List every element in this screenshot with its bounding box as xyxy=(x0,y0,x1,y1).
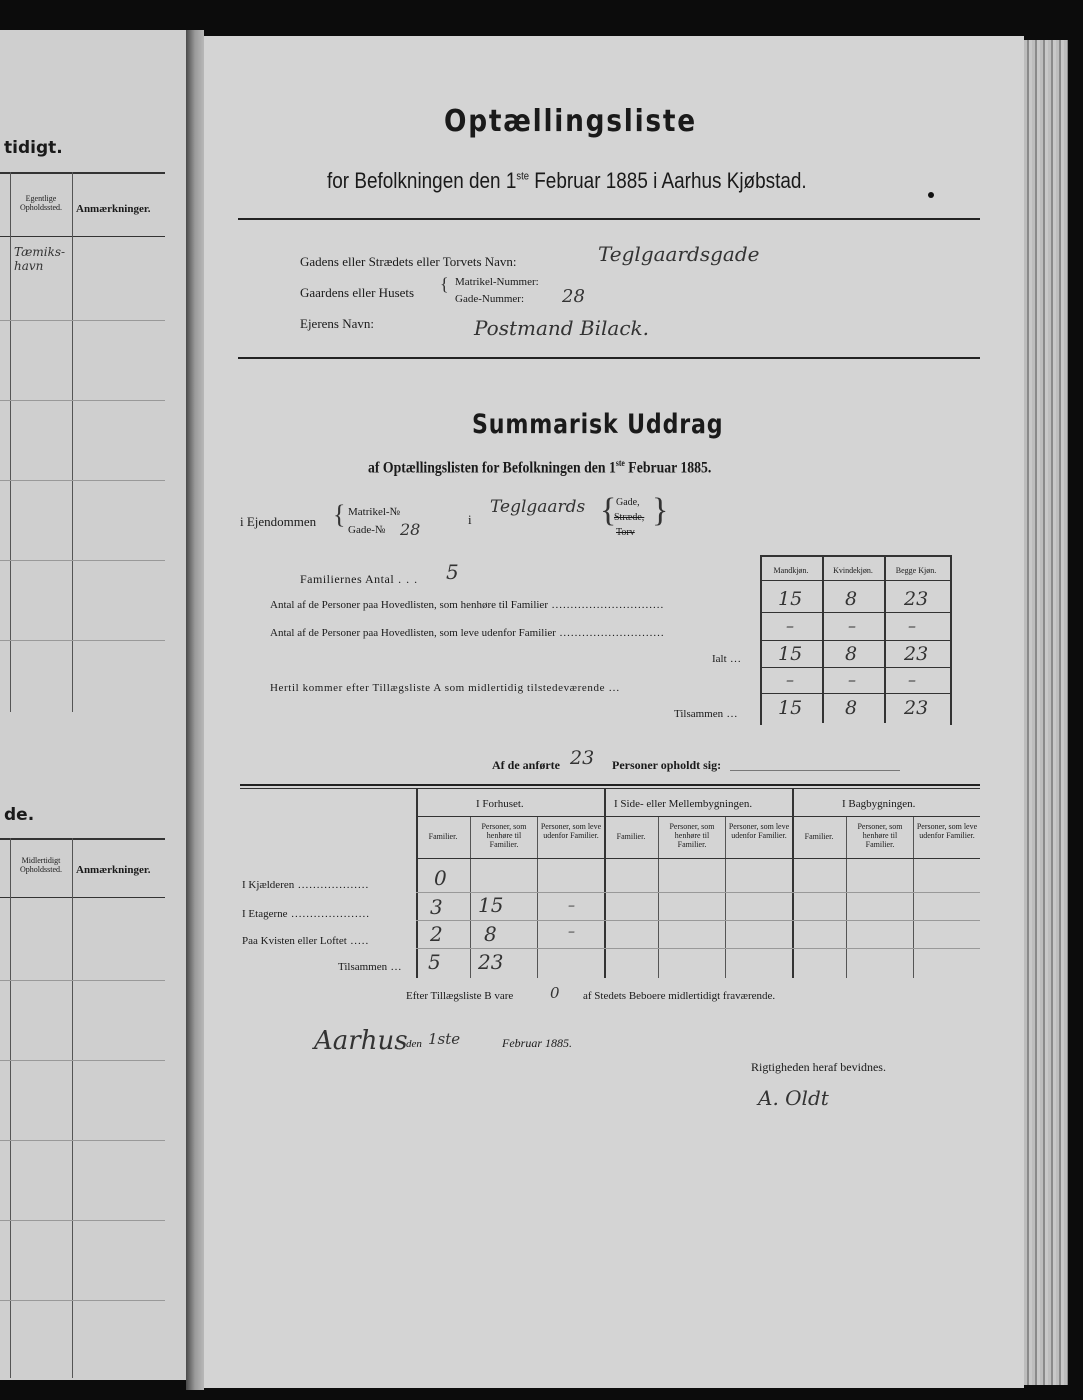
address-rule xyxy=(238,357,980,359)
matrikel-label: Matrikel-Nummer: xyxy=(455,276,539,288)
summary-row-label: Ialt ... xyxy=(712,653,742,665)
opholdt-row-label: I Kjælderen ................... xyxy=(242,879,370,891)
familier-label-text: Familiernes Antal xyxy=(300,572,395,586)
familier-label: Familiernes Antal . . . xyxy=(300,572,419,586)
tillaeg-pre: Efter Tillægsliste B vare xyxy=(406,990,514,1002)
opholdt-row-label: Paa Kvisten eller Loftet ..... xyxy=(242,935,370,947)
opholdt-pre: Af de anførte xyxy=(492,758,560,772)
row2-label: Ialt xyxy=(712,653,727,665)
group-bagbygning: I Bagbygningen. xyxy=(842,798,916,810)
left-col-egentlige: Egentlige Opholdssted. xyxy=(20,194,62,212)
left-rule xyxy=(0,1300,165,1301)
sub-udenfor-1: Personer, som leve udenfor Familier. xyxy=(540,822,602,840)
opholdt-row-rule xyxy=(416,948,980,949)
col-kvind: Kvindekjøn. xyxy=(833,566,873,575)
ink-dot xyxy=(928,192,934,198)
summary-street-value: Teglgaards xyxy=(490,497,586,517)
left-rule xyxy=(0,480,165,481)
opholdt-col xyxy=(913,816,914,978)
opholdt-row-label: I Etagerne ..................... xyxy=(242,908,370,920)
row2-mand: 15 xyxy=(778,643,803,665)
left-page xyxy=(0,30,188,1380)
sub-fam-1: Familier. xyxy=(428,832,458,841)
orow1-henhore: 15 xyxy=(478,893,504,917)
opholdt-col xyxy=(725,816,726,978)
left-col-midlertidigt: Midlertidigt Opholdssted. xyxy=(20,856,62,874)
book-fold xyxy=(186,30,204,1390)
opholdt-col xyxy=(846,816,847,978)
sex-head-rule xyxy=(760,580,950,581)
left-heading-top: tidigt. xyxy=(4,138,63,158)
summary-row-label: Hertil kommer efter Tillægsliste A som midlertidig tilstedeværende ... xyxy=(270,682,621,694)
street-value: Teglgaardsgade xyxy=(598,242,760,266)
left-rule xyxy=(0,640,165,641)
group-sidebygning: I Side- eller Mellembygningen. xyxy=(614,798,753,810)
col-mand: Mandkjøn. xyxy=(773,566,809,575)
row1-kvind: – xyxy=(848,616,856,635)
opt-gade: Gade, xyxy=(616,497,640,508)
row2-begge: 23 xyxy=(904,643,929,665)
left-hand-entry: Tæmiks-havn xyxy=(14,245,66,273)
owner-label: Ejerens Navn: xyxy=(300,316,375,331)
left-vrule xyxy=(72,172,73,712)
opholdt-group-rule xyxy=(416,816,980,817)
subtitle-sup: ste xyxy=(516,170,529,183)
row0-kvind: 8 xyxy=(845,588,858,610)
row3-label: Hertil kommer efter Tillægsliste A som midlertidig tilstedeværende xyxy=(270,682,606,694)
opholdt-post: Personer opholdt sig: xyxy=(612,758,722,772)
page-edges xyxy=(1024,40,1068,1385)
opholdt-rule-top xyxy=(240,784,980,786)
left-rule xyxy=(0,838,165,840)
familier-value: 5 xyxy=(446,560,459,584)
left-vrule xyxy=(10,172,11,712)
row1-mand: – xyxy=(786,616,794,635)
orow3-label: Tilsammen xyxy=(338,961,388,973)
opt-straede: Stræde, xyxy=(614,512,645,523)
opholdt-col xyxy=(470,816,471,978)
orow2-henhore: 8 xyxy=(484,922,497,946)
summary-row-label: Tilsammen ... xyxy=(674,708,739,720)
orow3-fam: 5 xyxy=(428,950,441,974)
summary-subtitle xyxy=(368,458,711,477)
signature: A. Oldt xyxy=(758,1086,829,1110)
row3-begge: – xyxy=(908,670,916,689)
orow0-label: I Kjælderen xyxy=(242,879,295,891)
summary-gade-value: 28 xyxy=(400,520,421,539)
summary-row-label: Antal af de Personer paa Hovedlisten, som leve udenfor Familier ............................ xyxy=(270,627,665,639)
sub-henhore-1: Personer, som henhøre til Familier. xyxy=(481,822,527,849)
title-rule xyxy=(238,218,980,220)
street-brace-left: { xyxy=(600,492,617,529)
attest-text: Rigtigheden heraf bevidnes. xyxy=(751,1060,886,1074)
row0-label: Antal af de Personer paa Hovedlisten, som henhøre til Familier xyxy=(270,599,548,611)
summary-i: i xyxy=(468,512,472,527)
sub-fam-2: Familier. xyxy=(616,832,646,841)
row1-begge: – xyxy=(908,616,916,635)
summary-matrikel-label: Matrikel-№ xyxy=(348,506,401,518)
subtitle-pre: for Befolkningen den 1 xyxy=(327,168,517,193)
ejendom-brace: { xyxy=(333,500,346,529)
sex-row-rule xyxy=(760,667,950,668)
opholdt-row-label: Tilsammen ... xyxy=(338,961,403,973)
row4-kvind: 8 xyxy=(845,697,858,719)
orow2-fam: 2 xyxy=(430,922,443,946)
left-rule xyxy=(0,1220,165,1221)
date-day: 1ste xyxy=(428,1030,461,1048)
summary-row-label: Antal af de Personer paa Hovedlisten, som henhøre til Familier .............................. xyxy=(270,599,665,611)
place-hand: Aarhus xyxy=(314,1026,408,1056)
tillaeg-value: 0 xyxy=(550,984,560,1002)
left-rule xyxy=(0,897,165,898)
summary-subtitle-pre: af Optællingslisten for Befolkningen den 1 xyxy=(368,459,616,477)
street-label: Gadens eller Strædets eller Torvets Navn: xyxy=(300,254,517,269)
left-heading-bottom: de. xyxy=(4,805,35,825)
sub-udenfor-3: Personer, som leve udenfor Familier. xyxy=(916,822,978,840)
row3-kvind: – xyxy=(848,670,856,689)
row0-mand: 15 xyxy=(778,588,803,610)
left-vrule xyxy=(10,838,11,1378)
sex-row-rule xyxy=(760,640,950,641)
sub-fam-3: Familier. xyxy=(804,832,834,841)
summary-title: Summarisk Uddrag xyxy=(472,409,724,440)
owner-value: Postmand Bilack. xyxy=(474,316,650,340)
summary-subtitle-sup: ste xyxy=(615,458,625,468)
left-rule xyxy=(0,1060,165,1061)
row3-mand: – xyxy=(786,670,794,689)
left-rule xyxy=(0,400,165,401)
left-rule xyxy=(0,172,165,174)
col-begge: Begge Kjøn. xyxy=(895,566,937,575)
row1-label: Antal af de Personer paa Hovedlisten, som leve udenfor Familier xyxy=(270,627,556,639)
row4-label: Tilsammen xyxy=(674,708,724,720)
opholdt-rule-top2 xyxy=(240,788,980,789)
orow3-henhore: 23 xyxy=(478,950,504,974)
sub-udenfor-2: Personer, som leve udenfor Familier. xyxy=(728,822,790,840)
summary-subtitle-post: Februar 1885. xyxy=(628,459,712,477)
orow2-udenfor: – xyxy=(568,924,575,940)
left-rule xyxy=(0,560,165,561)
orow2-label: Paa Kvisten eller Loftet xyxy=(242,935,347,947)
orow1-label: I Etagerne xyxy=(242,908,288,920)
page-subtitle xyxy=(327,168,807,194)
date-month: Februar 1885. xyxy=(502,1036,572,1050)
left-rule xyxy=(0,320,165,321)
row0-begge: 23 xyxy=(904,588,929,610)
subtitle-post: Februar 1885 i Aarhus Kjøbstad. xyxy=(534,168,807,193)
orow1-udenfor: – xyxy=(568,898,575,914)
gade-nummer-label: Gade-Nummer: xyxy=(455,293,525,305)
ejendom-label: i Ejendommen xyxy=(240,514,317,529)
sex-row-rule xyxy=(760,693,950,694)
opholdt-underline xyxy=(730,770,900,771)
sub-henhore-2: Personer, som henhøre til Familier. xyxy=(669,822,715,849)
sex-row-rule xyxy=(760,612,950,613)
opholdt-value: 23 xyxy=(570,747,595,769)
sub-henhore-3: Personer, som henhøre til Familier. xyxy=(857,822,903,849)
row4-begge: 23 xyxy=(904,697,929,719)
left-vrule xyxy=(72,838,73,1378)
opholdt-col xyxy=(658,816,659,978)
street-brace-right: } xyxy=(652,492,669,529)
left-col-anm-top: Anmærkninger. xyxy=(76,203,151,215)
left-rule xyxy=(0,1140,165,1141)
opholdt-col xyxy=(537,816,538,978)
opt-torv: Torv xyxy=(616,527,635,538)
house-label: Gaardens eller Husets xyxy=(300,285,415,300)
gade-nummer-value: 28 xyxy=(562,286,585,307)
opholdt-row-rule xyxy=(416,920,980,921)
left-rule xyxy=(0,980,165,981)
summary-gade-label: Gade-№ xyxy=(348,524,386,536)
orow1-fam: 3 xyxy=(430,895,443,919)
date-den: den xyxy=(406,1038,422,1050)
page-title: Optællingsliste xyxy=(444,104,697,139)
row4-mand: 15 xyxy=(778,697,803,719)
tillaeg-post: af Stedets Beboere midlertidigt fraværende. xyxy=(583,990,776,1002)
orow0-fam: 0 xyxy=(434,866,447,890)
group-forhuset: I Forhuset. xyxy=(476,798,524,810)
left-rule xyxy=(0,236,165,237)
row2-kvind: 8 xyxy=(845,643,858,665)
left-col-anm-bottom: Anmærkninger. xyxy=(76,864,151,876)
house-brace: { xyxy=(440,274,449,294)
opholdt-head-rule xyxy=(416,858,980,859)
